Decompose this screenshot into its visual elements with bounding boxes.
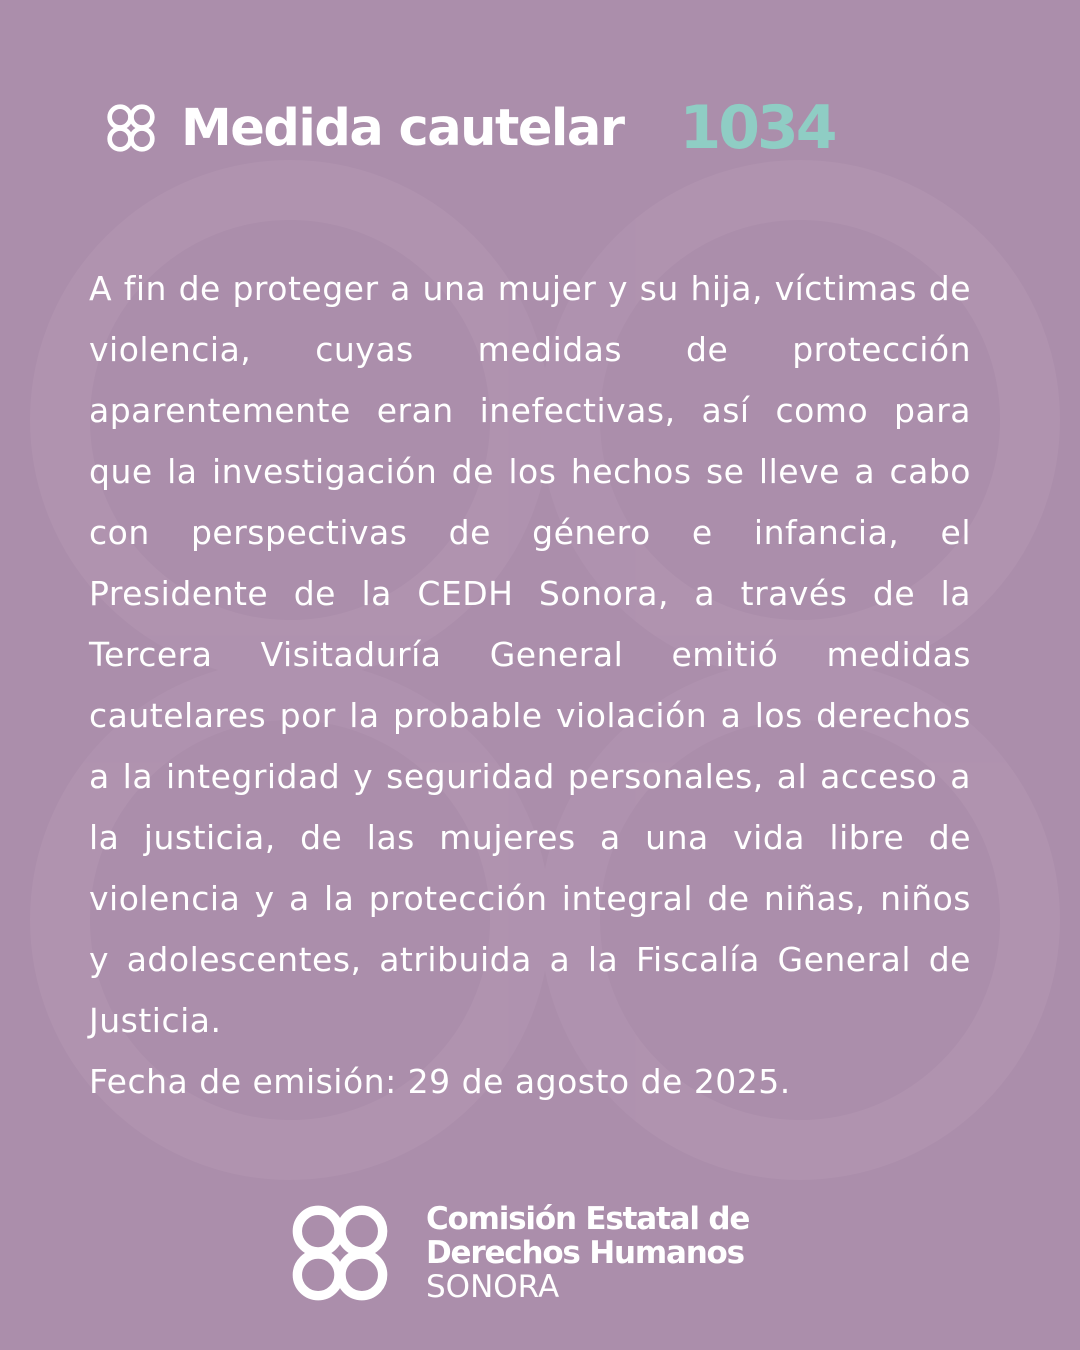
org-name-line-2: Derechos Humanos [426, 1234, 744, 1271]
org-state: SONORA [426, 1268, 560, 1305]
org-name-line-1: Comisión Estatal de [426, 1200, 750, 1237]
footer [288, 1200, 848, 1305]
emission-date: Fecha de emisión: 29 de agosto de 2025. [89, 1062, 791, 1101]
cedh-logo-icon [288, 1201, 392, 1305]
org-name [426, 1202, 749, 1304]
cedh-knot-icon [105, 102, 157, 154]
body-paragraph: A fin de proteger a una mujer y su hija, víctimas de violencia, cuyas medidas de protección aparentemente eran inefectivas, así como para que la investigación de los hechos se lleve a cabo con perspectivas de género e infancia, el Presidente de la CEDH Sonora, a través de la Tercera Visitaduría General emitió medidas cautelares por la probable violación a los derechos a la integridad y seguridad personales, al acceso a la justicia, de las mujeres a una vida libre de violencia y a la protección integral de niñas, niños y adolescentes, atribuida a la Fiscalía General de Justicia. [89, 269, 971, 1040]
header [105, 88, 985, 168]
measure-number: 1034 [679, 93, 835, 163]
page-title: Medida cautelar [181, 98, 624, 158]
